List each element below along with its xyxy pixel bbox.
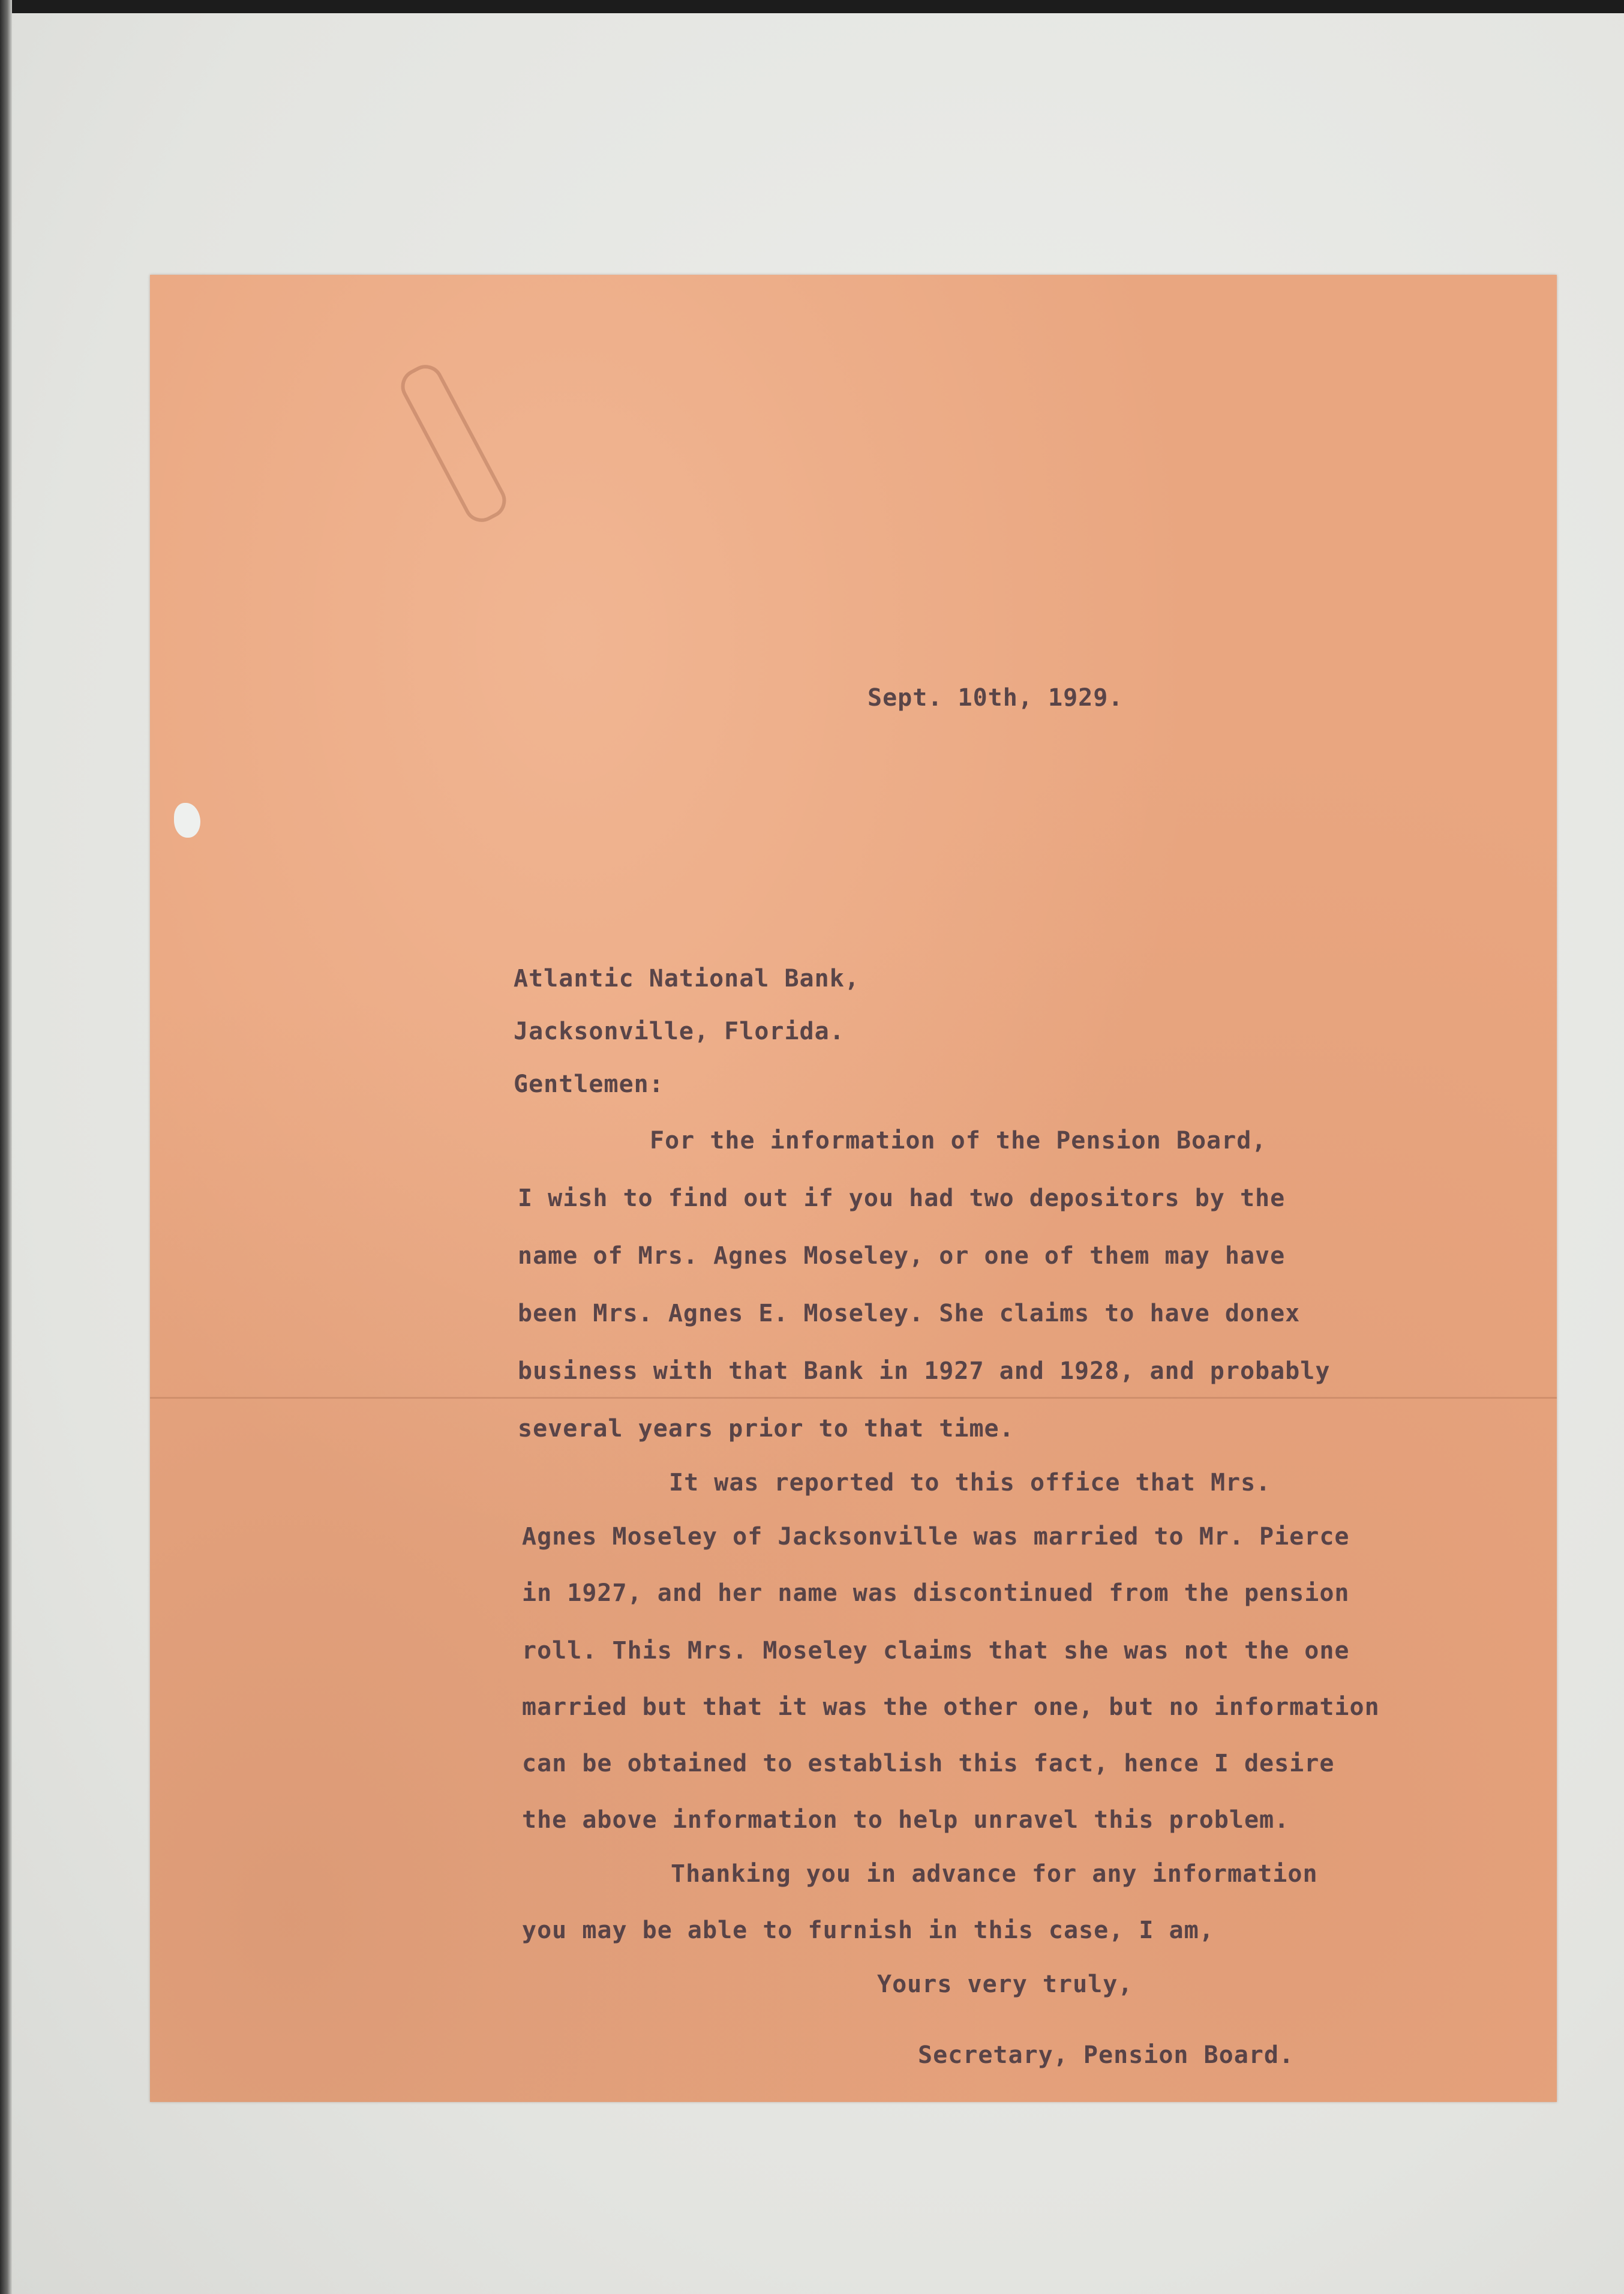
body-line: Thanking you in advance for any information [671, 1860, 1318, 1888]
paper-clip-impression [395, 359, 512, 529]
body-line: you may be able to furnish in this case, I am, [522, 1917, 1214, 1944]
body-line: It was reported to this office that Mrs. [669, 1469, 1271, 1497]
body-line: For the information of the Pension Board, [650, 1127, 1267, 1155]
body-line: can be obtained to establish this fact, hence I desire [522, 1750, 1335, 1777]
recipient-name: Atlantic National Bank, [514, 965, 860, 992]
paper-tear [174, 803, 200, 838]
salutation: Gentlemen: [514, 1070, 664, 1098]
signature-title: Secretary, Pension Board. [918, 2041, 1295, 2069]
scanner-top-edge [0, 0, 1624, 13]
body-line: several years prior to that time. [518, 1415, 1014, 1443]
body-line: married but that it was the other one, but no information [522, 1693, 1380, 1721]
letter-date: Sept. 10th, 1929. [867, 684, 1124, 712]
recipient-city: Jacksonville, Florida. [514, 1018, 845, 1045]
body-line: Agnes Moseley of Jacksonville was married to Mr. Pierce [522, 1523, 1350, 1551]
body-line: in 1927, and her name was discontinued from the pension [522, 1579, 1350, 1607]
closing: Yours very truly, [877, 1971, 1133, 1998]
body-line: roll. This Mrs. Moseley claims that she was not the one [522, 1637, 1350, 1665]
body-line: name of Mrs. Agnes Moseley, or one of them may have [518, 1242, 1286, 1270]
body-line: the above information to help unravel this problem. [522, 1806, 1290, 1834]
body-line: business with that Bank in 1927 and 1928, and probably [518, 1357, 1331, 1385]
body-line: been Mrs. Agnes E. Moseley. She claims to have donex [518, 1300, 1301, 1327]
body-line: I wish to find out if you had two depositors by the [518, 1185, 1286, 1212]
paper-fold-crease [150, 1397, 1557, 1399]
scanner-left-edge [0, 0, 12, 2294]
letter-page [150, 275, 1557, 2102]
